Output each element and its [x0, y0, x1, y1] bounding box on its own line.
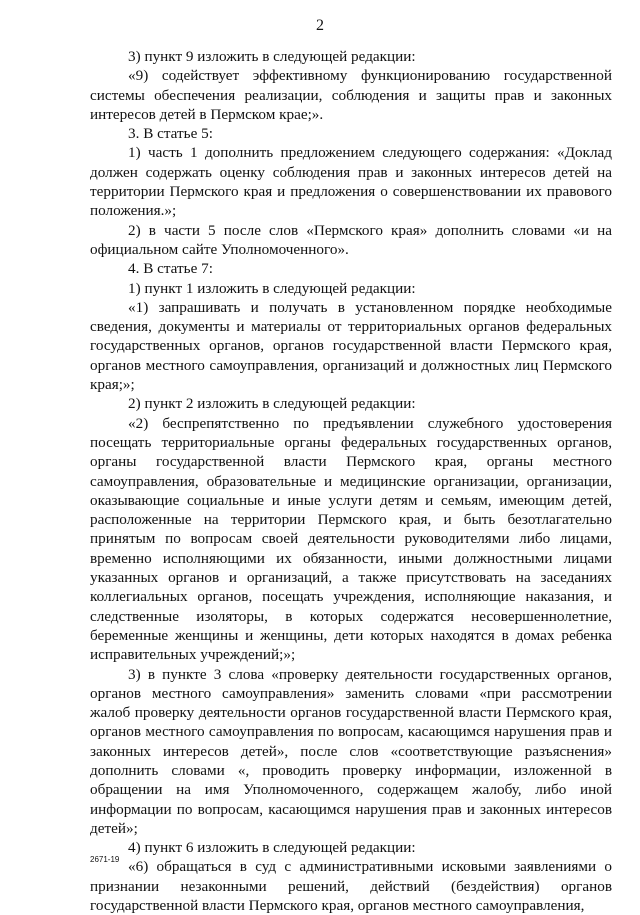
document-code: 2671-19: [90, 855, 120, 864]
paragraph: 1) часть 1 дополнить предложением следующего содержания: «Доклад должен содержать оценку соблюдения прав и законных интересов детей на территории Пермского края и предложения о совершенствовании их правового положения.»;: [90, 144, 612, 220]
paragraph: «6) обращаться в суд с административными исковыми заявлениями о признании незаконными решений, действий (бездействия) органов государственной власти Пермского края, органов местного самоуправления,: [90, 858, 612, 915]
paragraph: «2) беспрепятственно по предъявлении служебного удостоверения посещать территориальные органы федеральных государственных органов, органы государственной власти Пермского края, органы местного самоуправления, образовательные и медицинские организации, организации, оказывающие социальные и иные услуги детям и семьям, имеющим детей, расположенные на территории Пермского края, и быть безотлагательно принятым по вопросам своей деятельности руководителями либо лицами, временно исполняющими их обязанности, иными должностными лицами указанных органов и организаций, а также присутствовать на заседаниях коллегиальных органов, посещать учреждения, исполняющие наказания, и следственные изоляторы, в которых содержатся несовершеннолетние, беременные женщины и женщины, дети которых находятся в домах ребенка исправительных учреждений;»;: [90, 414, 612, 664]
paragraph: 4) пункт 6 изложить в следующей редакции:: [128, 839, 416, 857]
paragraph: 3. В статье 5:: [128, 125, 213, 143]
paragraph: 2) в части 5 после слов «Пермского края» дополнить словами «и на официальном сайте Уполномоченного».: [90, 221, 612, 258]
paragraph: «9) содействует эффективному функционированию государственной системы обеспечения реализации, соблюдения и защиты прав и законных интересов детей в Пермском крае;».: [90, 67, 612, 123]
document-body: [90, 47, 612, 915]
paragraph: 3) в пункте 3 слова «проверку деятельности государственных органов, органов местного самоуправления» заменить словами «при рассмотрении жалоб проверку деятельности органов государственной власти Пермского края, органов местного самоуправления по вопросам, касающимся нарушения прав и законных интересов детей», после слов «соответствующие разъяснения» дополнить словами «, проводить проверку информации, изложенной в обращении на имя Уполномоченного, содержащем жалобу, либо иной информации по вопросам, касающимся нарушения прав и законных интересов детей»;: [90, 665, 612, 837]
paragraph: 2) пункт 2 изложить в следующей редакции:: [128, 395, 416, 413]
paragraph: 4. В статье 7:: [128, 260, 213, 278]
paragraph: 1) пункт 1 изложить в следующей редакции:: [128, 279, 416, 297]
paragraph: 3) пункт 9 изложить в следующей редакции:: [128, 48, 416, 65]
paragraph: «1) запрашивать и получать в установленном порядке необходимые сведения, документы и материалы от территориальных органов федеральных государственных органов, органов государственной власти Пермского края, органов местного самоуправления, организаций и должностных лиц Пермского края;»;: [90, 298, 612, 394]
page-number: 2: [316, 17, 324, 34]
